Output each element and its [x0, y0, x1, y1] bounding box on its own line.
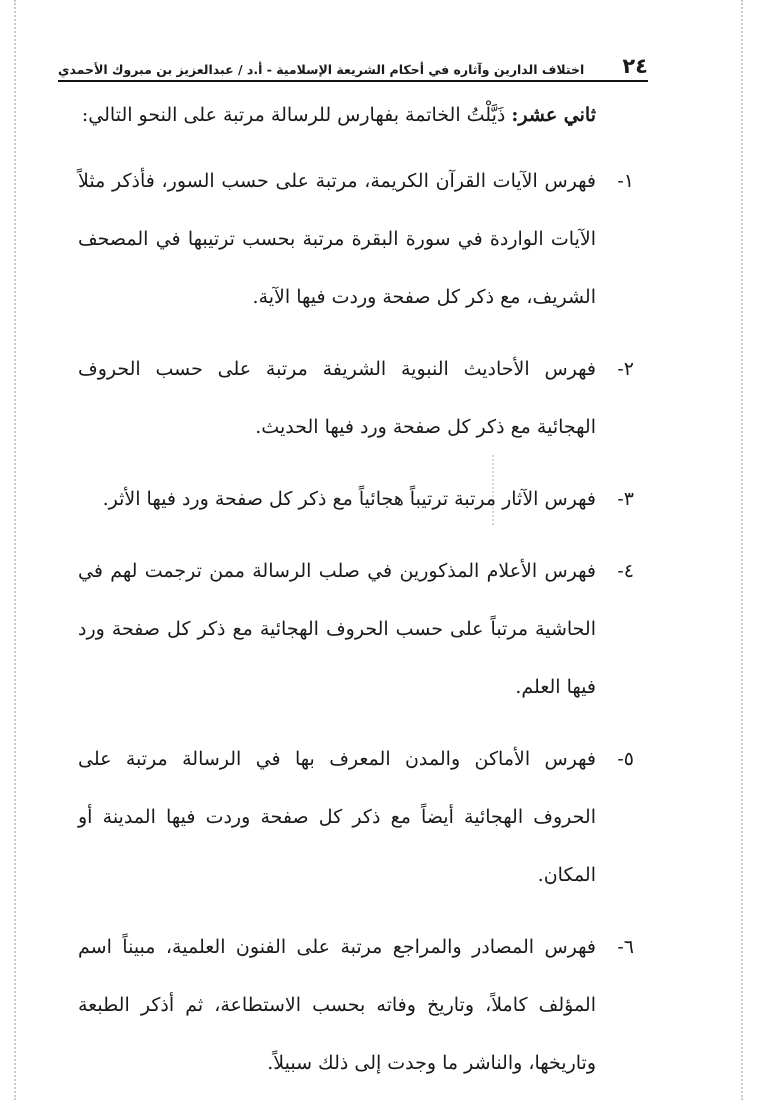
item-text: فهرس الأماكن والمدن المعرف بها في الرسالة مرتبة على الحروف الهجائية أيضاً مع ذكر كل صفحة وردت فيها المدينة أو المكان.: [78, 748, 596, 886]
item-number: ١-: [617, 170, 634, 192]
scan-dotted-margin-right: [741, 0, 743, 1100]
item-number: ٢-: [617, 358, 634, 380]
index-item-1: [78, 152, 634, 326]
intro-lead: ثاني عشر:: [511, 104, 596, 126]
item-number: ٦-: [617, 936, 634, 958]
item-text: فهرس الآثار مرتبة ترتيباً هجائياً مع ذكر كل صفحة ورد فيها الأثر.: [102, 488, 596, 510]
page-body: [78, 92, 634, 1106]
running-title: اختلاف الدارين وآثاره في أحكام الشريعة الإسلامية - أ.د / عبدالعزيز بن مبروك الأحمدي: [58, 62, 585, 77]
index-item-5: [78, 730, 634, 904]
item-number: ٤-: [617, 560, 634, 582]
index-item-3: [78, 470, 634, 528]
scan-dotted-margin-left: [14, 0, 16, 1100]
item-text: فهرس الأحاديث النبوية الشريفة مرتبة على حسب الحروف الهجائية مع ذكر كل صفحة ورد فيها الحديث.: [78, 358, 596, 438]
intro-text: ذَيَّلْتُ الخاتمة بفهارس للرسالة مرتبة على النحو التالي:: [81, 104, 506, 126]
item-number: ٥-: [617, 748, 634, 770]
page-number: ٢٤: [622, 54, 648, 78]
item-number: ٣-: [617, 488, 634, 510]
page-header: [58, 50, 648, 82]
item-text: فهرس المصادر والمراجع مرتبة على الفنون العلمية، مبيناً اسم المؤلف كاملاً، وتاريخ وفاته بحسب الاستطاعة، ثم أذكر الطبعة وتاريخها، والناشر ما وجدت إلى ذلك سبيلاً.: [78, 936, 596, 1074]
index-item-4: [78, 542, 634, 716]
index-item-6: [78, 918, 634, 1092]
index-item-2: [78, 340, 634, 456]
item-text: فهرس الآيات القرآن الكريمة، مرتبة على حسب السور، فأذكر مثلاً الآيات الواردة في سورة البقرة مرتبة بحسب ترتيبها في المصحف الشريف، مع ذكر كل صفحة وردت فيها الآية.: [78, 170, 596, 308]
item-text: فهرس الأعلام المذكورين في صلب الرسالة ممن ترجمت لهم في الحاشية مرتباً على حسب الحروف الهجائية مع ذكر كل صفحة ورد فيها العلم.: [78, 560, 596, 698]
intro-paragraph: [78, 92, 596, 138]
